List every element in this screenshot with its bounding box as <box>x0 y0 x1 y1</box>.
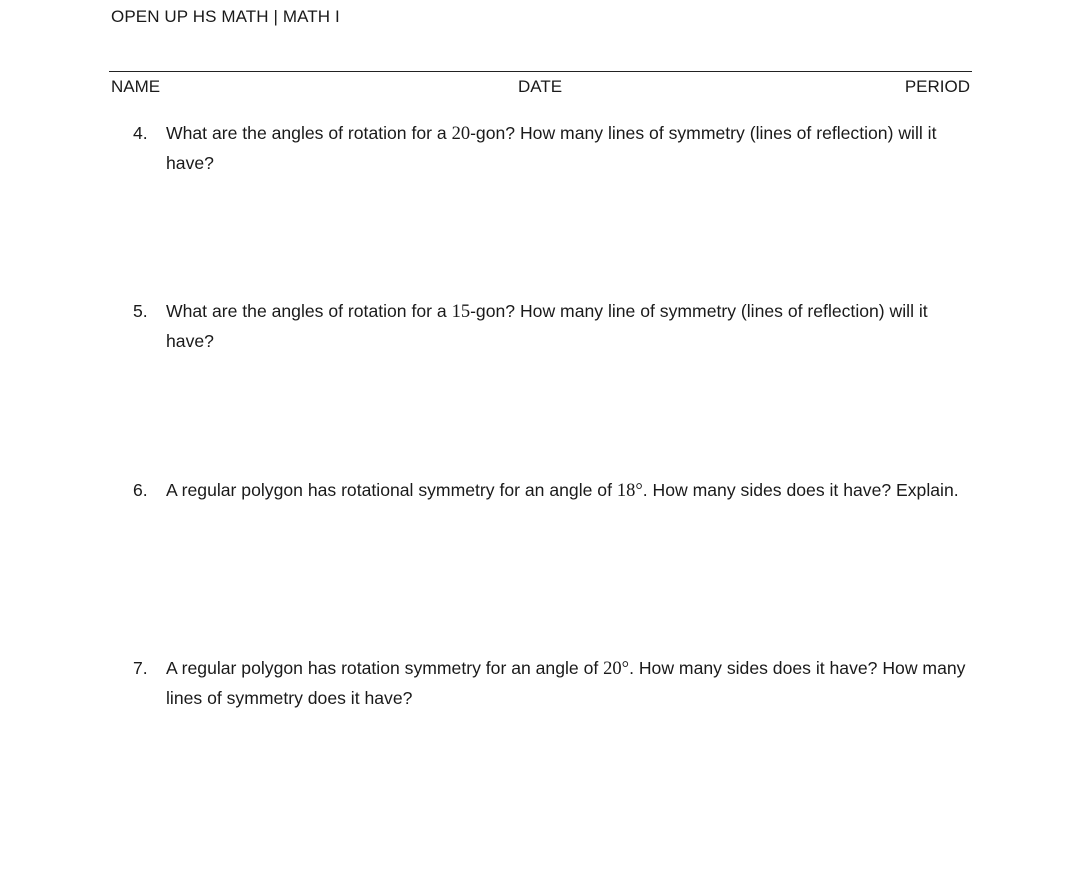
date-label: DATE <box>518 77 563 96</box>
header-divider <box>109 71 972 72</box>
question-number: 5. <box>133 301 148 321</box>
question-number: 7. <box>133 658 148 678</box>
period-label: PERIOD <box>904 77 970 96</box>
question-text: What are the angles of rotation for a 15-gon? How many line of symmetry (lines of reflection) will it have? <box>166 301 928 351</box>
question-5 <box>133 297 978 356</box>
question-6 <box>133 476 978 506</box>
name-label: NAME <box>111 77 161 96</box>
question-text: What are the angles of rotation for a 20-gon? How many lines of symmetry (lines of reflection) will it have? <box>166 123 937 173</box>
question-number: 6. <box>133 480 148 500</box>
question-number: 4. <box>133 123 148 143</box>
question-4 <box>133 119 978 178</box>
question-7 <box>133 654 978 713</box>
question-text: A regular polygon has rotational symmetry for an angle of 18°. How many sides does it have? Explain. <box>166 480 959 501</box>
question-text: A regular polygon has rotation symmetry for an angle of 20°. How many sides does it have? How many lines of symmetry does it have? <box>166 658 966 708</box>
worksheet-header-title: OPEN UP HS MATH | MATH I <box>111 7 340 26</box>
